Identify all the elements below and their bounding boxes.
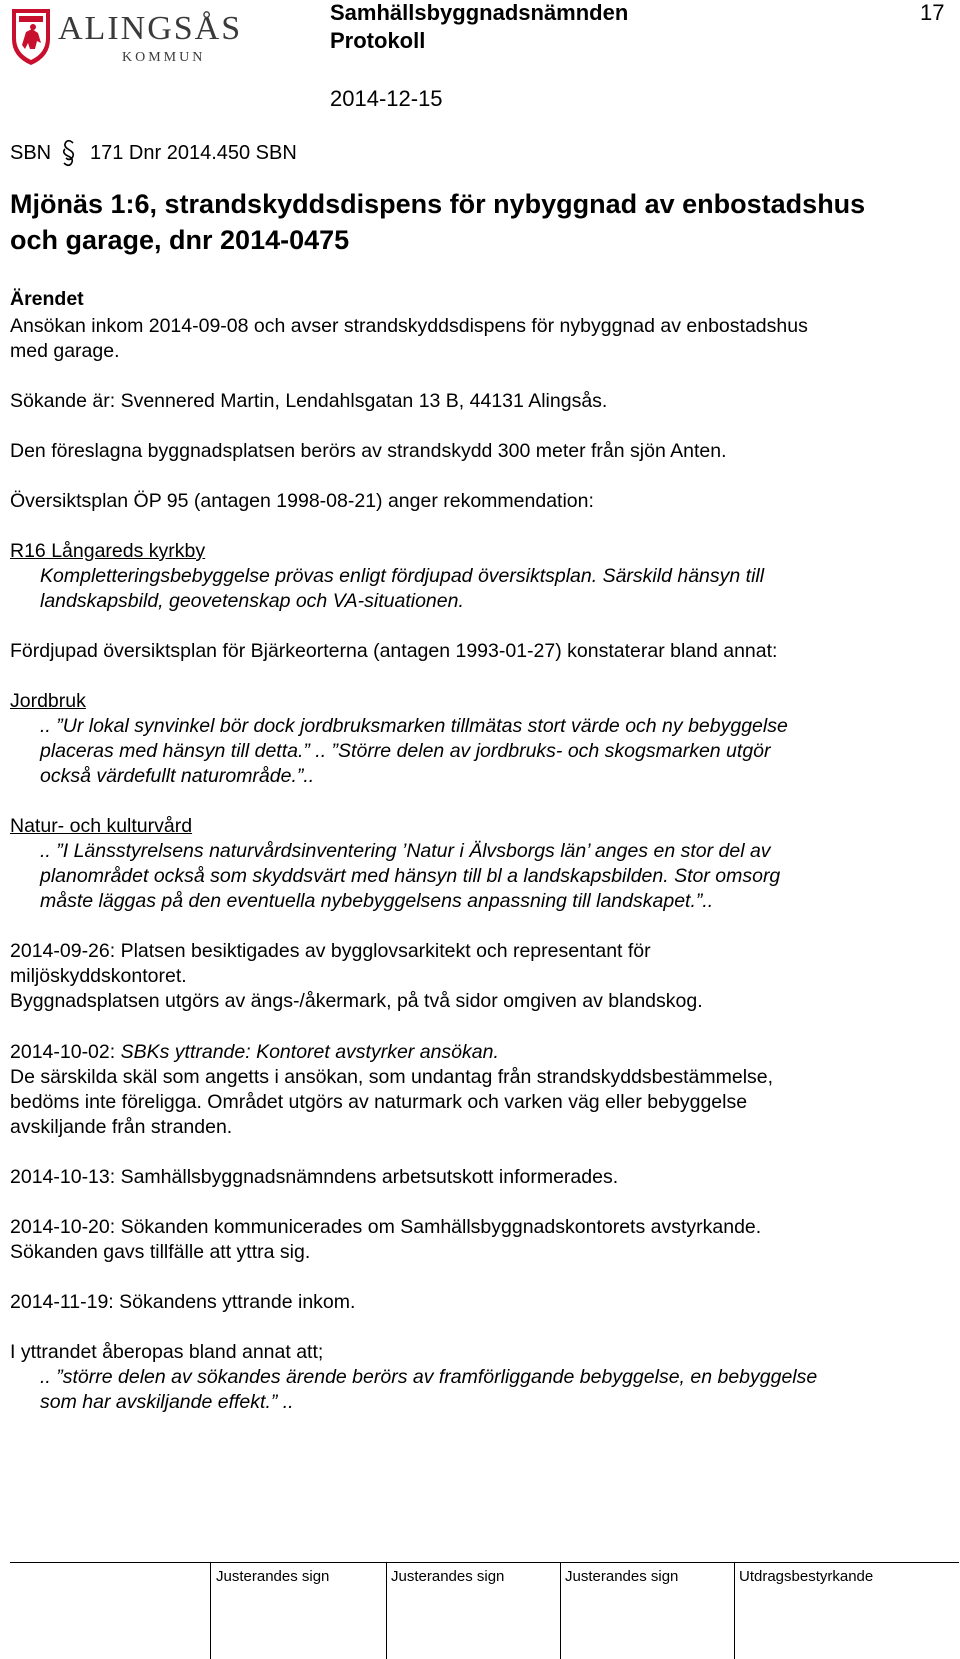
case-title (10, 186, 865, 258)
event-line: Sökanden gavs tillfälle att yttra sig. (10, 1241, 311, 1263)
detailed-plan-paragraph: Fördjupad översiktsplan för Bjärkeorterna (antagen 1993-01-27) konstaterar bland annat: (10, 640, 778, 662)
event-line: 2014-10-13: Samhällsbyggnadsnämndens arbetsutskott informerades. (10, 1166, 619, 1188)
event-italic-text: SBKs yttrande: Kontoret avstyrker ansökan. (120, 1041, 499, 1063)
footer-column-divider (560, 1562, 561, 1659)
event-line: 2014-11-19: Sökandens yttrande inkom. (10, 1291, 356, 1313)
extract-certification-field: Utdragsbestyrkande (739, 1568, 874, 1585)
footer-column-divider (386, 1562, 387, 1659)
event-line: De särskilda skäl som angetts i ansökan, som undantag från strandskyddsbestämmelse, (10, 1066, 774, 1088)
footer-divider (10, 1562, 959, 1563)
event-line: 2014-09-26: Platsen besiktigades av bygglovsarkitekt och representant för (10, 940, 651, 962)
alingsas-kommun-logo (10, 5, 285, 67)
quote-line: .. ”I Länsstyrelsens naturvårdsinventering ’Natur i Älvsborgs län’ anges en stor del av (40, 840, 771, 862)
footer-column-divider (734, 1562, 735, 1659)
quote-line: placeras med hänsyn till detta.” .. ”Större delen av jordbruks- och skogsmarken utgör (40, 740, 771, 762)
quote-line: måste läggas på den eventuella nybebyggelsens anpassning till landskapet.”.. (40, 890, 714, 912)
event-line: I yttrandet åberopas bland annat att; (10, 1341, 324, 1363)
committee-name: Samhällsbyggnadsnämnden (330, 0, 629, 25)
subheading-jordbruk: Jordbruk (10, 690, 86, 712)
quote-line: .. ”större delen av sökandes ärende berörs av framförliggande bebyggelse, en bebyggelse (40, 1366, 818, 1388)
sbn-label: SBN (10, 142, 52, 164)
event-date: 2014-10-02: (10, 1041, 121, 1063)
case-number: 171 Dnr 2014.450 SBN (90, 142, 297, 164)
signature-field: Justerandes sign (565, 1568, 679, 1585)
event-line (10, 1039, 499, 1065)
quote-line: också värdefullt naturområde.”.. (40, 765, 315, 787)
footer-column-divider (210, 1562, 211, 1659)
paragraph-sign-icon (60, 138, 78, 168)
event-line: avskiljande från stranden. (10, 1116, 233, 1138)
paragraph-line: Ansökan inkom 2014-09-08 och avser strandskyddsdispens för nybyggnad av enbostadshus (10, 315, 808, 337)
paragraph-line: med garage. (10, 340, 120, 362)
case-title-line: och garage, dnr 2014-0475 (10, 225, 350, 255)
subheading-r16: R16 Långareds kyrkby (10, 540, 206, 562)
event-line: bedöms inte föreligga. Området utgörs av naturmark och varken väg eller bebyggelse (10, 1091, 748, 1113)
quote-line: .. ”Ur lokal synvinkel bör dock jordbruksmarken tillmätas stort värde och ny bebyggelse (40, 715, 788, 737)
subheading-natur: Natur- och kulturvård (10, 815, 193, 837)
coat-of-arms-icon (12, 9, 50, 65)
event-line: 2014-10-20: Sökanden kommunicerades om Samhällsbyggnadskontorets avstyrkande. (10, 1216, 762, 1238)
quote-line: landskapsbild, geovetenskap och VA-situationen. (40, 590, 464, 612)
document-type: Protokoll (330, 28, 426, 53)
applicant-paragraph: Sökande är: Svennered Martin, Lendahlsgatan 13 B, 44131 Alingsås. (10, 390, 608, 412)
section-heading-arendet: Ärendet (10, 288, 84, 310)
meeting-date: 2014-12-15 (330, 86, 443, 111)
logo-name: ALINGSÅS (58, 10, 243, 47)
signature-field: Justerandes sign (391, 1568, 505, 1585)
quote-line: Kompletteringsbebyggelse prövas enligt fördjupad översiktsplan. Särskild hänsyn till (40, 565, 765, 587)
event-line: Byggnadsplatsen utgörs av ängs-/åkermark, på två sidor omgiven av blandskog. (10, 990, 703, 1012)
page-number: 17 (920, 0, 945, 25)
quote-line: som har avskiljande effekt.” .. (40, 1391, 294, 1413)
shore-protection-paragraph: Den föreslagna byggnadsplatsen berörs av strandskydd 300 meter från sjön Anten. (10, 440, 727, 462)
overview-plan-paragraph: Översiktsplan ÖP 95 (antagen 1998-08-21) anger rekommendation: (10, 490, 594, 512)
case-title-line: Mjönäs 1:6, strandskyddsdispens för nybyggnad av enbostadshus (10, 189, 866, 219)
quote-line: planområdet också som skyddsvärt med hänsyn till bl a landskapsbilden. Stor omsorg (40, 865, 781, 887)
signature-field: Justerandes sign (216, 1568, 330, 1585)
logo-subtitle: KOMMUN (122, 50, 206, 65)
event-line: miljöskyddskontoret. (10, 965, 187, 987)
